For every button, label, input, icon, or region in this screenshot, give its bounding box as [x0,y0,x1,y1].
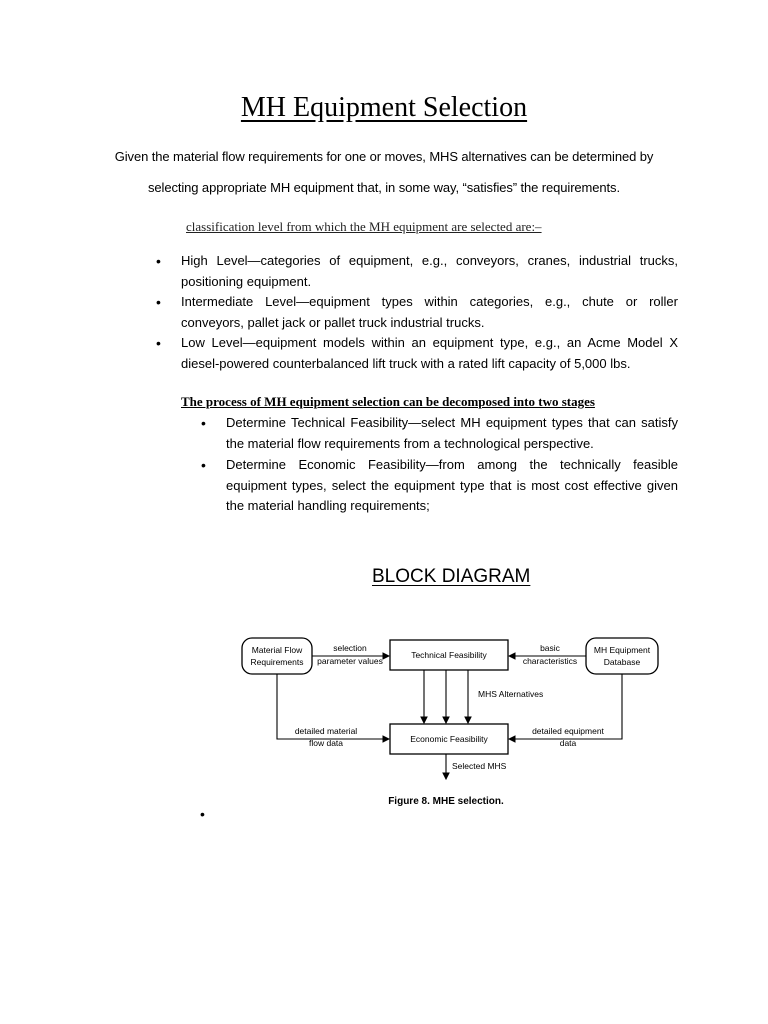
diagram-caption: Figure 8. MHE selection. [388,796,504,807]
node-material-flow-label-1: Material Flow [251,645,303,655]
level-item-low: • Low Level—equipment models within an equipment type, e.g., an Acme Model X diesel-powered counterbalanced lift truck with a rated lift capacity of 5,000 lbs. [156,333,678,374]
level-item-intermediate: • Intermediate Level—equipment types within categories, e.g., chute or roller conveyors, pallet jack or pallet truck industrial trucks. [156,292,678,333]
label-basic-2: characteristics [522,656,578,666]
node-mh-database-label-1: MH Equipment [593,645,651,655]
node-material-flow-label-2: Requirements [250,657,304,667]
label-detailed-material-1: detailed material [294,726,358,736]
node-mh-database-label-2: Database [603,657,641,667]
label-detailed-equipment-2: data [559,738,577,748]
stage-item-technical: • Determine Technical Feasibility—select MH equipment types that can satisfy the material flow requirements from a technological perspective. [201,413,678,454]
node-economic-label: Economic Feasibility [410,734,488,744]
mhe-selection-diagram [230,626,670,816]
node-mh-database [586,638,658,674]
stage-item-economic: • Determine Economic Feasibility—from among the technically feasible equipment types, select the equipment type that is most cost effective given the material handling requirements; [201,455,678,517]
node-material-flow [242,638,312,674]
level-item-high: • High Level—categories of equipment, e.g., conveyors, cranes, industrial trucks, positioning equipment. [156,251,678,292]
intro-line-2: selecting appropriate MH equipment that, in some way, “satisfies” the requirements. [148,180,620,195]
label-selection-1: selection [333,643,367,653]
label-detailed-material-2: flow data [308,738,344,748]
label-selection-2: parameter values [317,656,383,666]
classification-heading: classification level from which the MH equipment are selected are:– [186,219,542,234]
block-diagram-heading: BLOCK DIAGRAM [372,566,531,587]
empty-bullet: • [200,806,205,822]
node-technical-label: Technical Feasibility [411,650,487,660]
levels-list [156,251,678,374]
stages-list [201,413,678,518]
label-basic-1: basic [540,643,560,653]
label-alternatives: MHS Alternatives [478,689,544,699]
intro-line-1: Given the material flow requirements for one or moves, MHS alternatives can be determined by [114,149,654,164]
label-selected: Selected MHS [452,761,507,771]
process-heading: The process of MH equipment selection can be decomposed into two stages [181,394,595,409]
label-detailed-equipment-1: detailed equipment [532,726,604,736]
page-title: MH Equipment Selection [240,92,528,123]
